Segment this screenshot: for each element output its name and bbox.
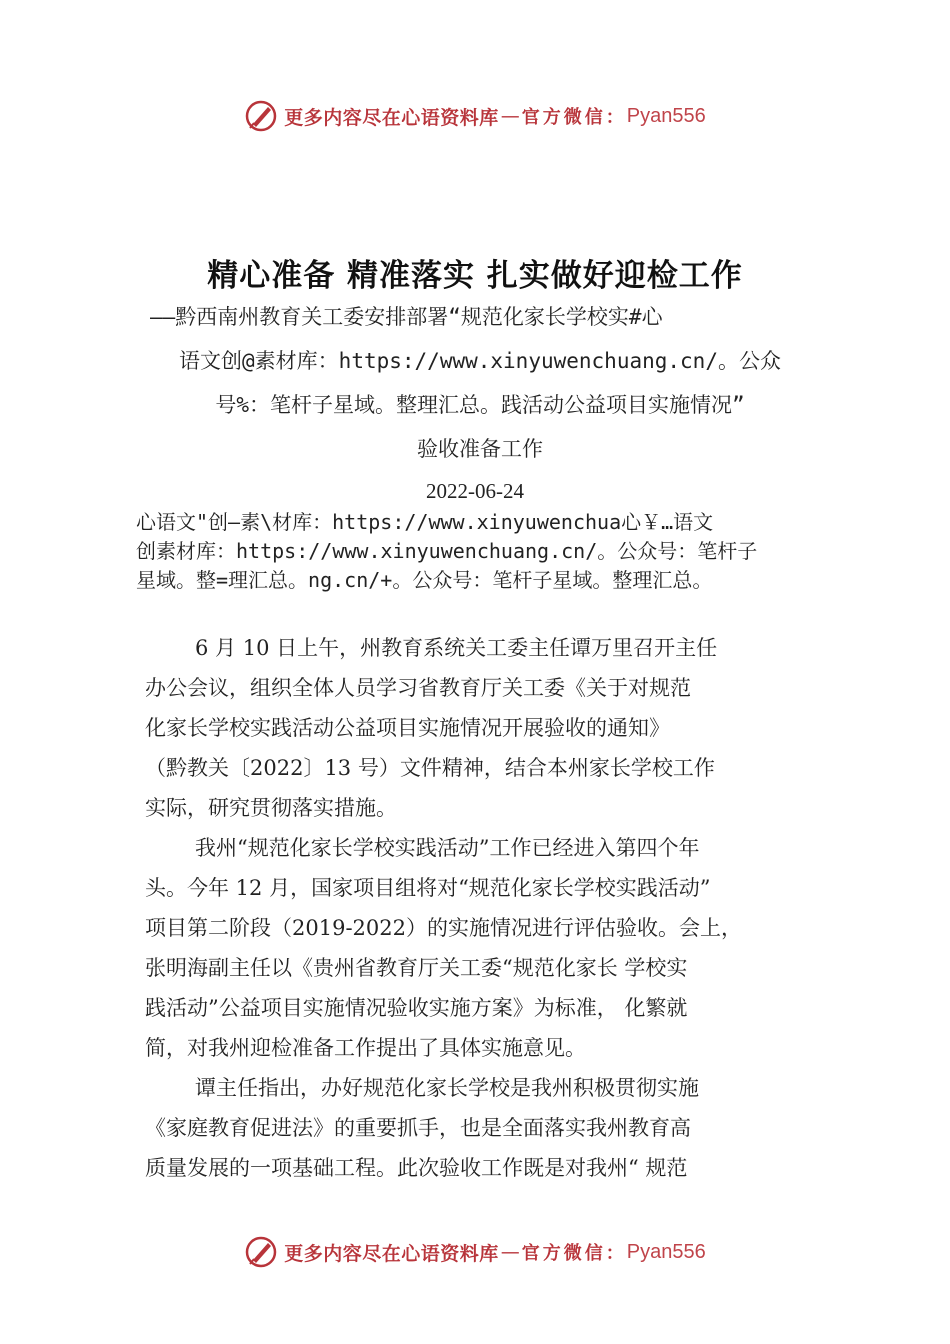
watermark-wechat-label: 官方微信： bbox=[521, 107, 627, 128]
body-line: 谭主任指出，办好规范化家长学校是我州积极贯彻实施 bbox=[195, 1076, 699, 1100]
body-line: 质量发展的一项基础工程。此次验收工作既是对我州“ 规范 bbox=[145, 1156, 688, 1180]
note-line: 创素材库：https://www.xinyuwenchuang.cn/。公众号：笔杆子 bbox=[136, 539, 758, 563]
document-title: 精心准备 精准落实 扎实做好迎检工作 bbox=[207, 258, 743, 294]
source-note bbox=[136, 508, 836, 595]
subtitle-line: 验收准备工作 bbox=[417, 437, 543, 461]
body-line: 张明海副主任以《贵州省教育厅关工委“规范化家长 学校实 bbox=[145, 956, 688, 980]
document-date: 2022-06-24 bbox=[426, 479, 524, 503]
body-line: 头。今年 12 月，国家项目组将对“规范化家长学校实践活动” bbox=[145, 876, 711, 900]
note-line: 星域。整=理汇总。ng.cn/+。公众号：笔杆子星域。整理汇总。 bbox=[136, 568, 713, 592]
watermark-brand: 更多内容尽在心语资料库 bbox=[284, 106, 499, 129]
quill-logo-icon bbox=[244, 99, 278, 133]
quill-logo-icon bbox=[244, 1235, 278, 1269]
subtitle-line: 语文创@素材库：https://www.xinyuwenchuang.cn/。公众 bbox=[179, 349, 781, 373]
document-body bbox=[145, 628, 815, 1188]
body-line: 简，对我州迎检准备工作提出了具体实施意见。 bbox=[145, 1036, 586, 1060]
document-subtitle bbox=[150, 295, 810, 471]
body-line: 项目第二阶段（2019-2022）的实施情况进行评估验收。会上， bbox=[145, 916, 742, 940]
watermark-wechat-id: Pyan556 bbox=[626, 1240, 706, 1263]
note-line: 心语文"创—素\材库：https://www.xinyuwenchua心￥…语文 bbox=[136, 510, 714, 534]
body-line: 实际，研究贯彻落实措施。 bbox=[145, 796, 397, 820]
header-watermark bbox=[0, 96, 950, 136]
subtitle-line: ——黔西南州教育关工委安排部署“规范化家长学校实#心 bbox=[150, 305, 663, 329]
watermark-wechat-id: Pyan556 bbox=[626, 104, 706, 127]
watermark-dash: — bbox=[500, 1241, 520, 1263]
body-line: 我州“规范化家长学校实践活动”工作已经进入第四个年 bbox=[195, 836, 700, 860]
watermark-brand: 更多内容尽在心语资料库 bbox=[284, 1242, 499, 1265]
body-line: 《家庭教育促进法》的重要抓手，也是全面落实我州教育高 bbox=[145, 1116, 691, 1140]
watermark-dash: — bbox=[500, 105, 520, 127]
body-line: 6 月 10 日上午，州教育系统关工委主任谭万里召开主任 bbox=[195, 636, 718, 660]
body-line: 办公会议，组织全体人员学习省教育厅关工委《关于对规范 bbox=[145, 676, 691, 700]
subtitle-line: 号%：笔杆子星域。整理汇总。践活动公益项目实施情况” bbox=[215, 393, 745, 417]
body-line: （黔教关〔2022〕13 号）文件精神，结合本州家长学校工作 bbox=[145, 756, 715, 780]
body-line: 践活动”公益项目实施情况验收实施方案》为标准， 化繁就 bbox=[145, 996, 688, 1020]
footer-watermark bbox=[0, 1232, 950, 1272]
body-line: 化家长学校实践活动公益项目实施情况开展验收的通知》 bbox=[145, 716, 670, 740]
watermark-wechat-label: 官方微信： bbox=[521, 1243, 627, 1264]
